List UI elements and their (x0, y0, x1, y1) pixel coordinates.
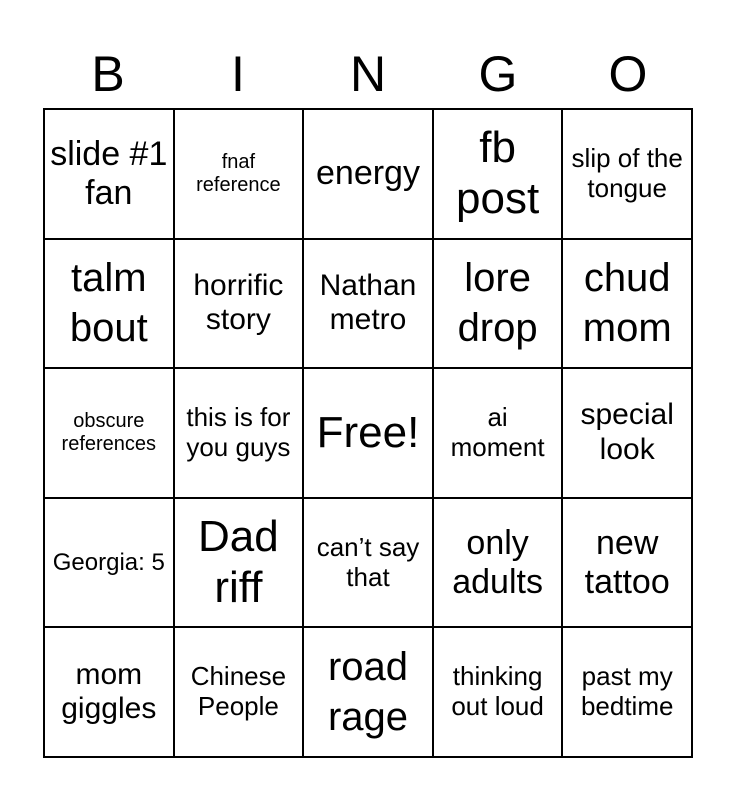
header-letter-b: B (91, 46, 125, 102)
bingo-cell[interactable]: Dad riff (174, 498, 304, 628)
bingo-cell[interactable]: Nathan metro (303, 239, 433, 369)
header-letter-g: G (478, 46, 518, 102)
bingo-cell[interactable]: only adults (433, 498, 563, 628)
bingo-cell[interactable]: slide #1 fan (44, 109, 174, 239)
free-space[interactable]: Free! (303, 368, 433, 498)
bingo-cell[interactable]: fb post (433, 109, 563, 239)
bingo-cell[interactable]: new tattoo (562, 498, 692, 628)
bingo-cell[interactable]: this is for you guys (174, 368, 304, 498)
bingo-cell[interactable]: thinking out loud (433, 627, 563, 757)
bingo-cell[interactable]: road rage (303, 627, 433, 757)
bingo-cell[interactable]: can’t say that (303, 498, 433, 628)
bingo-cell[interactable]: mom giggles (44, 627, 174, 757)
bingo-cell[interactable]: chud mom (562, 239, 692, 369)
bingo-board (43, 108, 693, 758)
bingo-cell[interactable]: ai moment (433, 368, 563, 498)
bingo-cell[interactable]: obscure references (44, 368, 174, 498)
bingo-cell[interactable]: lore drop (433, 239, 563, 369)
bingo-cell[interactable]: Georgia: 5 (44, 498, 174, 628)
header-letter-o: O (608, 46, 648, 102)
bingo-header (43, 40, 693, 108)
bingo-cell[interactable]: special look (562, 368, 692, 498)
bingo-cell[interactable]: fnaf reference (174, 109, 304, 239)
bingo-cell[interactable]: Chinese People (174, 627, 304, 757)
bingo-cell[interactable]: horrific story (174, 239, 304, 369)
header-letter-i: I (231, 46, 245, 102)
bingo-cell[interactable]: past my bedtime (562, 627, 692, 757)
bingo-cell[interactable]: slip of the tongue (562, 109, 692, 239)
bingo-cell[interactable]: talm bout (44, 239, 174, 369)
bingo-cell[interactable]: energy (303, 109, 433, 239)
header-letter-n: N (349, 46, 387, 102)
